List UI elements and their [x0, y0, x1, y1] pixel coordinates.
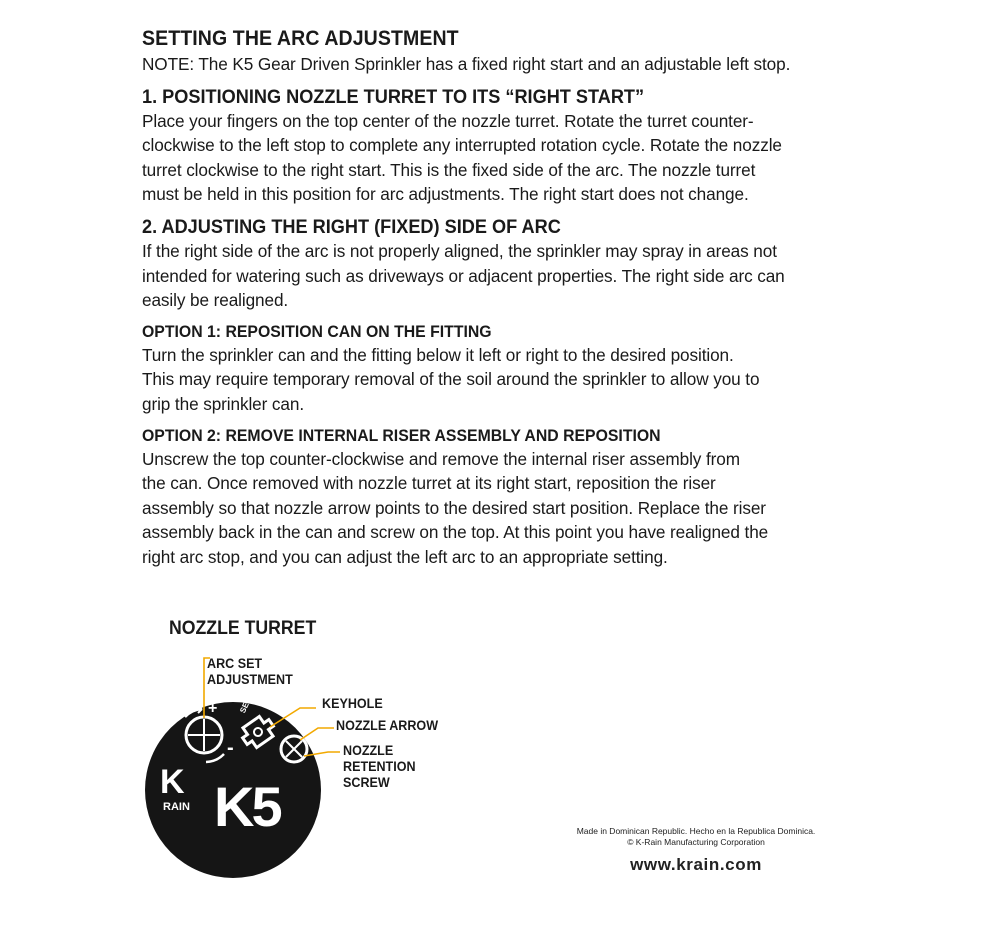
section-title: SETTING THE ARC ADJUSTMENT: [142, 27, 459, 50]
logo-rain: RAIN: [163, 801, 190, 813]
label-arc-set-adjustment: ARC SET ADJUSTMENT: [207, 656, 293, 687]
note: NOTE: The K5 Gear Driven Sprinkler has a fixed right start and an adjustable left stop.: [142, 54, 791, 74]
option2-line: assembly back in the can and screw on the top. At this point you have realigned the: [142, 522, 769, 543]
logo-k: K: [160, 763, 185, 801]
step1-heading: 1. POSITIONING NOZZLE TURRET TO ITS “RIGHT START”: [142, 85, 645, 108]
option2-heading: OPTION 2: REMOVE INTERNAL RISER ASSEMBLY AND REPOSITION: [142, 425, 661, 445]
step2-line: easily be realigned.: [142, 290, 289, 311]
step2-heading: 2. ADJUSTING THE RIGHT (FIXED) SIDE OF ARC: [142, 215, 561, 238]
instructions: [142, 26, 822, 570]
step1-line: clockwise to the left stop to complete any interrupted rotation cycle. Rotate the nozzle: [142, 135, 782, 156]
minus-sign: -: [227, 737, 234, 759]
option1-line: grip the sprinkler can.: [142, 393, 305, 414]
option1-line: This may require temporary removal of the soil around the sprinkler to allow you to: [142, 369, 760, 390]
step2-line: If the right side of the arc is not properly aligned, the sprinkler may spray in areas not: [142, 240, 777, 261]
made-in-line: Made in Dominican Republic. Hecho en la Republica Dominica.: [576, 826, 816, 836]
option1-line: Turn the sprinkler can and the fitting below it left or right to the desired position.: [142, 344, 734, 365]
step1-line: must be held in this position for arc adjustments. The right start does not change.: [142, 184, 749, 205]
logo-k5: K5: [214, 775, 280, 838]
set-mark: SET: [238, 696, 253, 715]
step1-line: turret clockwise to the right start. This is the fixed side of the arc. The nozzle turret: [142, 159, 756, 180]
label-keyhole: KEYHOLE: [322, 696, 383, 711]
copyright-line: © K-Rain Manufacturing Corporation: [627, 837, 765, 847]
step1-line: Place your fingers on the top center of the nozzle turret. Rotate the turret counter-: [142, 110, 754, 131]
plus-sign: +: [208, 700, 218, 717]
footer: [560, 826, 832, 875]
website-url[interactable]: www.krain.com: [630, 855, 762, 874]
option2-line: assembly so that nozzle arrow points to the desired start position. Replace the riser: [142, 497, 766, 518]
label-nozzle-retention-screw: NOZZLE RETENTION SCREW: [343, 743, 416, 790]
diagram-title: NOZZLE TURRET: [169, 618, 317, 639]
option2-line: Unscrew the top counter-clockwise and remove the internal riser assembly from: [142, 448, 740, 469]
nozzle-turret-diagram: [140, 650, 460, 890]
step2-line: intended for watering such as driveways or adjacent properties. The right side arc can: [142, 265, 785, 286]
label-nozzle-arrow: NOZZLE ARROW: [336, 718, 439, 733]
option2-line: right arc stop, and you can adjust the left arc to an appropriate setting.: [142, 546, 668, 567]
option1-heading: OPTION 1: REPOSITION CAN ON THE FITTING: [142, 321, 492, 341]
option2-line: the can. Once removed with nozzle turret at its right start, reposition the riser: [142, 473, 716, 494]
